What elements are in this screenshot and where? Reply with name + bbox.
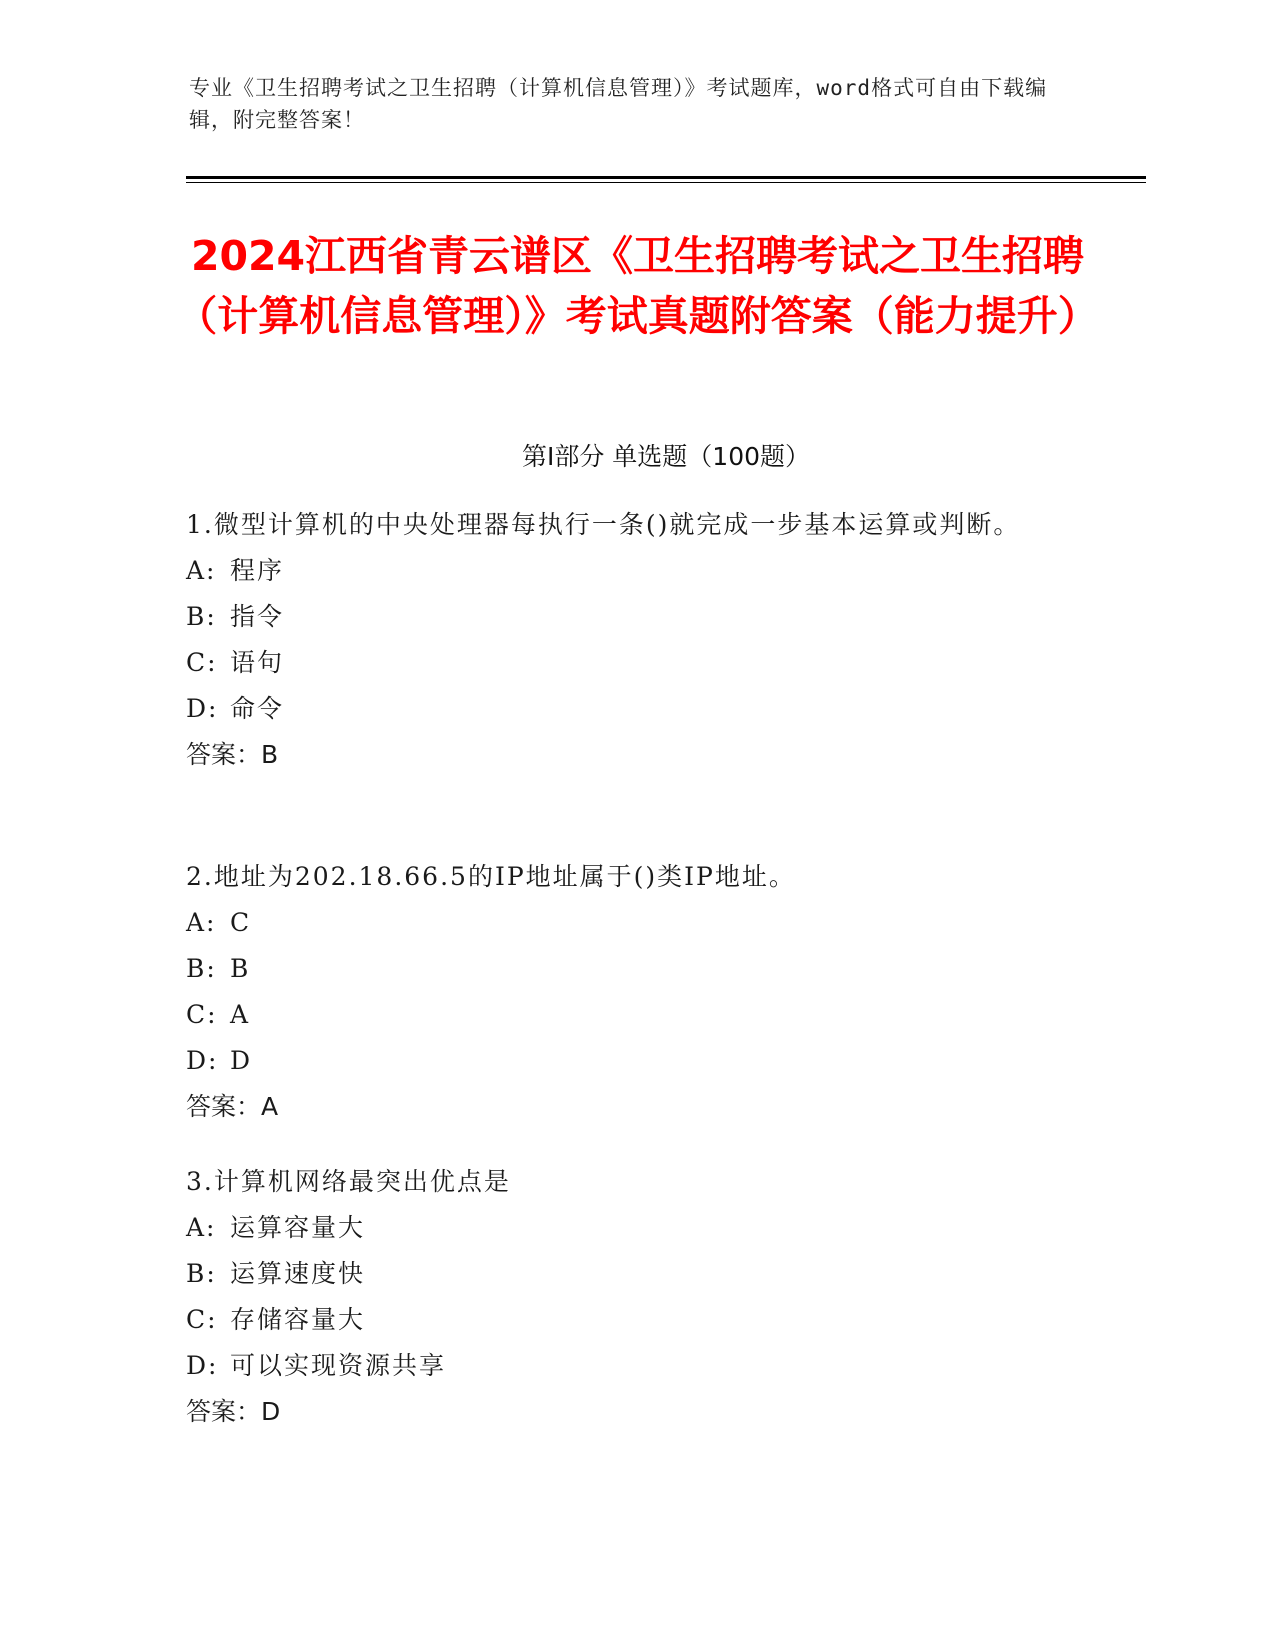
option-b: B: 运算速度快 [186, 1259, 366, 1288]
answer: 答案：A [186, 1092, 279, 1121]
option-a: A: C [186, 908, 252, 937]
question-1 [186, 501, 1066, 778]
option-a: A: 运算容量大 [186, 1213, 366, 1242]
answer: 答案：B [186, 740, 279, 769]
option-c: C: 存储容量大 [186, 1305, 366, 1334]
option-b: B: B [186, 954, 251, 983]
option-d: D: 可以实现资源共享 [186, 1351, 447, 1380]
option-a: A: 程序 [186, 556, 285, 585]
header-divider-thick [186, 176, 1146, 179]
option-b: B: 指令 [186, 602, 285, 631]
question-stem: 2.地址为202.18.66.5的IP地址属于()类IP地址。 [186, 862, 796, 891]
question-stem: 1.微型计算机的中央处理器每执行一条()就完成一步基本运算或判断。 [186, 510, 1021, 539]
header-divider-thin [186, 182, 1146, 183]
question-stem: 3.计算机网络最突出优点是 [186, 1167, 511, 1196]
option-c: C: 语句 [186, 648, 285, 677]
option-d: D: D [186, 1046, 253, 1075]
answer: 答案：D [186, 1397, 281, 1426]
document-title: 2024江西省青云谱区《卫生招聘考试之卫生招聘（计算机信息管理）》考试真题附答案（能力提升） [176, 232, 1099, 340]
question-2 [186, 853, 1066, 1130]
header-note: 专业《卫生招聘考试之卫生招聘（计算机信息管理）》考试题库，word格式可自由下载编辑，附完整答案！ [189, 76, 1048, 132]
section-title: 第Ⅰ部分 单选题（100题） [521, 442, 811, 471]
option-c: C: A [186, 1000, 251, 1029]
option-d: D: 命令 [186, 694, 285, 723]
question-3 [186, 1158, 1066, 1435]
